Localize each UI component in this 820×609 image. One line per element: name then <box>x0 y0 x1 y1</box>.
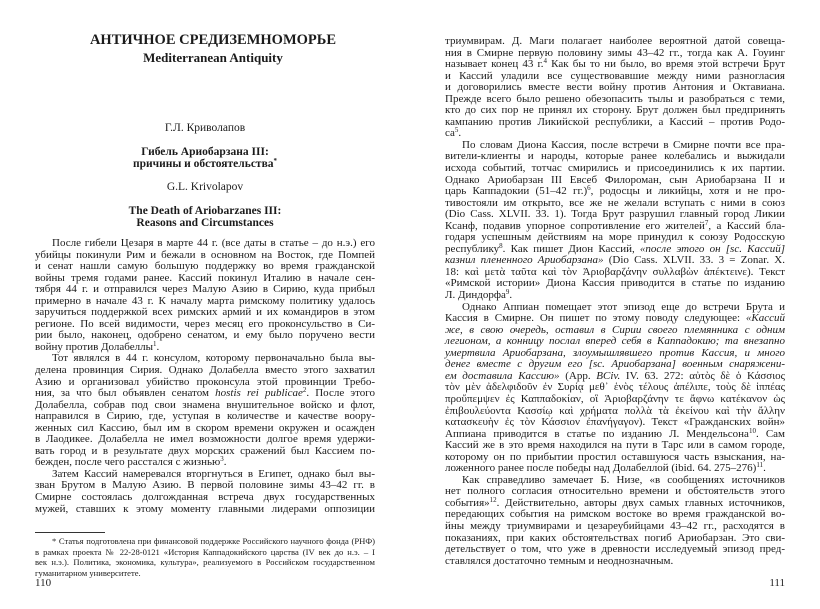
text-run: Смирне состоялась долгожданная встреча двух государственных <box>35 491 375 504</box>
text-run: * Статья подготовлена при финансовой поддержке Российского научного фонда (РНФ) <box>52 536 375 546</box>
text-run: Кассия в Смирне. Он пишет по этому поводу следующее: <box>445 312 746 325</box>
footnote-ref[interactable]: 10 <box>748 426 756 435</box>
text-run: (App. <box>559 369 597 382</box>
text-run: в рамках проекта № 22-28-0121 «История Каппадокийского царства (IV век до н.э. – I <box>35 546 375 557</box>
text-run: называет конец 43 г. <box>445 58 544 71</box>
text-run: . Как пишет Дион Кассий, <box>502 242 640 255</box>
text-run: После гибели Цезаря в марте 44 г. (все даты в статье – до н.э.) его <box>52 237 375 249</box>
footnote-ref[interactable]: 11 <box>756 461 764 470</box>
right-page-111 <box>410 0 820 609</box>
text-run: гуманитарном университете. <box>35 567 141 578</box>
text-run: ложенного ранее после победы над Долабеллой (ibid. 64. 275–276) <box>445 462 757 475</box>
text-run: Тот являлся в 44 г. консулом, которому первоначально была вы- <box>52 352 375 365</box>
text-run: ния в Смирне первую половину зимы 43–42 гг., тогда как А. Гоуинг <box>445 46 785 59</box>
text-run: годаря успешным действиям на море принудил к союзу Родосскую <box>445 231 785 244</box>
text-run: ния, за что был объявлен сенатом <box>35 387 216 400</box>
text-run: регионе. По всей видимости, через месяц его проконсульство в Си- <box>35 317 375 330</box>
text-run: показаниях, при каких обстоятельствах погиб Ариобарзан. Это сви- <box>445 531 785 544</box>
italic-run: hostis rei publicae <box>215 387 303 400</box>
text-run: кампанию против Ликийской республики, а Кассий – против Родо- <box>445 115 785 128</box>
text-run: детельствует о том, что уже в древности исследуемый эпизод пред- <box>445 543 785 556</box>
footnote-ref[interactable]: 9 <box>505 288 510 297</box>
text-run: женных сил Кассию, был им в скором времени окружен и осажден <box>35 421 375 434</box>
text-run: делена провинция Сирия. Однако Долабелла вместо этого захватил <box>35 364 375 377</box>
text-run: κατασκευὴν ἐς τὸν Κάσσιον ἐπανήγαγον). Текст «Гражданских войн» <box>445 416 785 429</box>
footnote-ref[interactable]: 6 <box>587 184 591 193</box>
text-line <box>35 547 375 558</box>
paragraph <box>445 302 785 475</box>
section-subtitle: Mediterranean Antiquity <box>143 50 283 65</box>
author-en: G.L. Krivolapov <box>166 181 244 193</box>
article-title-en-line-1: The Death of Ariobarzanes III: <box>128 205 282 217</box>
page-number: 110 <box>35 577 52 589</box>
text-run: век н.э.). Политика, экономика, культура», реализуемого в Российском государственном <box>35 557 375 568</box>
text-run: примерно в начале 43 г. К началу марта римскому политику удалось <box>35 294 375 307</box>
text-run: вать город и в результате двух морских сражений был Кассием по- <box>35 444 375 457</box>
text-run: мужей, ставших к этому моменту главными лидерами оппозиции <box>35 502 375 515</box>
italic-run: «после этого он [sc. Кассий] <box>639 242 785 255</box>
text-run: йны между триумвирами и цезареубийцами 43–42 гг., расходятся в <box>445 519 785 532</box>
article-title-ru-text: причины и обстоятельства <box>132 158 274 170</box>
text-run: Ксанф, подавив упорное сопротивление его жителей <box>445 219 705 232</box>
article-title-ru-line-1: Гибель Ариобарзана III: <box>141 146 269 158</box>
right-body-text <box>445 36 785 567</box>
text-run: Затем Кассий намеревался вторгнуться в Египет, однако был вы- <box>52 467 375 480</box>
footnote-ref[interactable]: 1 <box>152 339 157 348</box>
text-run: По словам Диона Кассия, после встречи в Смирне почти все пра- <box>462 138 785 151</box>
paragraph <box>445 36 785 140</box>
text-run: Однако Ариобарзан III Евсеб Филороман, сын Ариобарзана II и <box>445 173 785 186</box>
text-run: . <box>458 127 462 140</box>
text-run: Л. Диндорфа <box>445 289 506 302</box>
italic-run: умертвила Ариобарзана, злоумышлявшего против Кассия, и много <box>445 346 785 359</box>
text-run: убийцы покинули Рим и бежали в основном на Восток, где Помпей <box>35 248 375 261</box>
text-run: кто до сих пор не принял их сторону. Брут должен был предпринять <box>445 104 785 117</box>
text-run: зван Брутом в Малую Азию. В первой половине зимы 43–42 гг. в <box>35 479 375 492</box>
footnote <box>35 536 375 578</box>
text-run: . <box>156 340 160 353</box>
text-line <box>445 117 785 129</box>
italic-run: казнил плененного Ариобарзана» <box>445 254 604 267</box>
paragraph <box>445 140 785 302</box>
footnote-ref[interactable]: 8 <box>499 241 503 250</box>
text-run: Аппиана приводится в статье по изданию Л. Мендельсона <box>445 427 749 440</box>
text-run: направился в Сирию, где, уступая в количестве и качестве воору- <box>35 410 375 423</box>
text-run: Прежде всего было решено обезопасить тылы и разобраться с теми, <box>445 92 785 105</box>
text-run: и договорились вместе вести войну против Антония и Октавиана. <box>445 81 785 94</box>
italic-run: «Кассий <box>745 312 785 325</box>
footnote-ref[interactable]: 5 <box>454 126 459 135</box>
text-run: республику <box>445 242 500 255</box>
text-run: тября 44 г. и отправился через Малую Азию в Сирию, куда прибыл <box>35 283 375 296</box>
italic-run: BCiv. <box>596 369 621 382</box>
text-run: τὸν μὲν ἀδελφιδοῦν ἐν Συρίᾳ μεθ᾽ ἑνὸς τέλους ἀπέλιπε, τοὺς δὲ ἱππέας <box>445 381 785 394</box>
text-run: заручиться поддержкой всех римских армий и их командиров в этом <box>35 306 375 319</box>
text-run: Как справедливо замечает Б. Низе, «в сообщениях источников <box>462 473 785 486</box>
text-run: события» <box>445 496 490 509</box>
text-run: Долабелла, собрав под свои знамена внушительное войско и флот, <box>35 398 375 411</box>
text-run: . После этого <box>306 387 375 400</box>
article-title-ru-line-2 <box>0 158 410 170</box>
text-run: . Сам <box>755 427 785 440</box>
left-body-text <box>35 238 375 515</box>
paragraph <box>35 469 375 515</box>
text-run: . <box>763 462 766 475</box>
footnote-divider <box>35 532 105 533</box>
text-line <box>35 568 375 579</box>
text-run: Кассий же в это время находился на пути в Тарс или в самом городе, <box>445 439 785 452</box>
text-run: (Dio Cass. XLVII. 33. 3 = Zonar. X. <box>603 254 785 267</box>
italic-run: легионом, а конницу послал вперед себя в Каппадокию; та внезапно <box>445 335 785 348</box>
page-number: 111 <box>769 577 785 589</box>
text-run: войну против Долабеллы <box>35 340 153 353</box>
text-run: . <box>509 289 513 302</box>
text-run: и сенат нашли самую большую поддержку во время гражданской <box>35 260 375 273</box>
text-line <box>35 504 375 516</box>
text-run: προὔπεμψεν ἐς Καππαδοκίαν, οἳ Ἀριοβαρζάνην τε ἄφνω κατέκανον ὡς <box>445 392 785 405</box>
text-run: , родосцы и ликийцы, хотя и не про- <box>590 185 785 198</box>
footnote-ref[interactable]: 12 <box>489 495 497 504</box>
text-run: бежден, после чего расстался с жизнью <box>35 456 221 469</box>
text-run: ставлялся достаточно темным и неоднозначным. <box>445 554 674 567</box>
text-run: триумвирам. Д. Маги полагает наиболее вероятной датой совеща- <box>445 35 785 47</box>
italic-run: денег вместе с другим его [sc. Ариобарзана] военным снаряжени- <box>445 358 785 371</box>
article-title-en-line-2: Reasons and Circumstances <box>136 217 274 229</box>
text-line <box>445 556 785 568</box>
author-ru: Г.Л. Криволапов <box>164 122 246 134</box>
text-run: са <box>445 127 455 140</box>
footnote-ref[interactable]: 7 <box>704 218 709 227</box>
text-run: нет полного согласия относительно времени и обстоятельств этого <box>445 485 785 498</box>
footnote-ref[interactable]: 4 <box>543 57 548 66</box>
footnote-marker[interactable]: * <box>273 157 278 165</box>
text-run: (Dio Cass. XLVII. 33. 1). Тогда Брут разрушил главный город Ликии <box>445 208 785 221</box>
text-line <box>35 557 375 568</box>
text-run: ἐπιβουλεύοντα Κασσίῳ καὶ χρήματα πολλὰ τὰ ἐκείνου καὶ τὴν ἄλλην <box>445 404 785 417</box>
text-run: вители-клиенты и народы, которые ранее колебались и выжидали <box>445 150 785 163</box>
text-run: в Лаодикее. Долабелла не имел возможности долгое время удержи- <box>35 433 375 446</box>
text-run: Однако Аппиан помещает этот эпизод еще до встречи Брута и <box>462 300 785 313</box>
section-title: АНТИЧНОЕ СРЕДИЗЕМНОМОРЬЕ <box>89 32 337 48</box>
text-run: , а Кассий бла- <box>708 219 785 232</box>
text-run: передающих события на римском востоке во время гражданской во- <box>445 508 785 521</box>
text-run: 18: καὶ μετὰ ταῦτα καὶ τὸν Ἀριοβαρζάνην συλλαβὼν ἀπέκτεινε). Текст <box>445 265 785 278</box>
text-run: . Действительно, авторы двух самых главных источников, <box>496 496 785 509</box>
text-run: . <box>223 456 227 469</box>
text-run: Как бы то ни было, во время этой встречи Брут <box>547 58 785 71</box>
text-run: «Римской истории» Диона Кассия приводится в статье по изданию <box>445 277 785 290</box>
footnote-ref[interactable]: 2 <box>302 386 307 395</box>
italic-run: же, в свою очередь, оставил в Сирии своего племянника с одним <box>445 323 785 336</box>
text-run: IV. 63. 272: αὐτὸς δὲ ὁ Κάσσιος <box>620 369 786 382</box>
paragraph <box>35 353 375 468</box>
paragraph <box>35 238 375 353</box>
text-run: тивостояли им открыто, все же не желали вступать с ними в союз <box>445 196 785 209</box>
italic-run: ем доставила Кассию» <box>445 369 560 382</box>
text-run: рии было, наконец, одобрено сенатом, и ему было поручено вести <box>35 329 375 342</box>
paragraph <box>445 475 785 567</box>
text-run: которому он по прибытии простил оставшуюся часть взыскания, на- <box>445 450 785 463</box>
text-run: Азию и организовал убийство проконсула этой провинции Требо- <box>35 375 375 388</box>
text-run: исхода событий, тотчас смирились и присоединились к их партии. <box>445 162 785 175</box>
text-run: и Кассий уладили все существовавшие между ними разногласия <box>445 69 785 82</box>
text-line <box>35 536 375 547</box>
footnote-ref[interactable]: 3 <box>220 455 224 464</box>
text-run: царь Каппадокии (51–42 гг.) <box>445 185 588 198</box>
paragraph <box>35 536 375 578</box>
text-run: войны тремя годами ранее. Кассий покинул Италию в начале сен- <box>35 271 375 284</box>
